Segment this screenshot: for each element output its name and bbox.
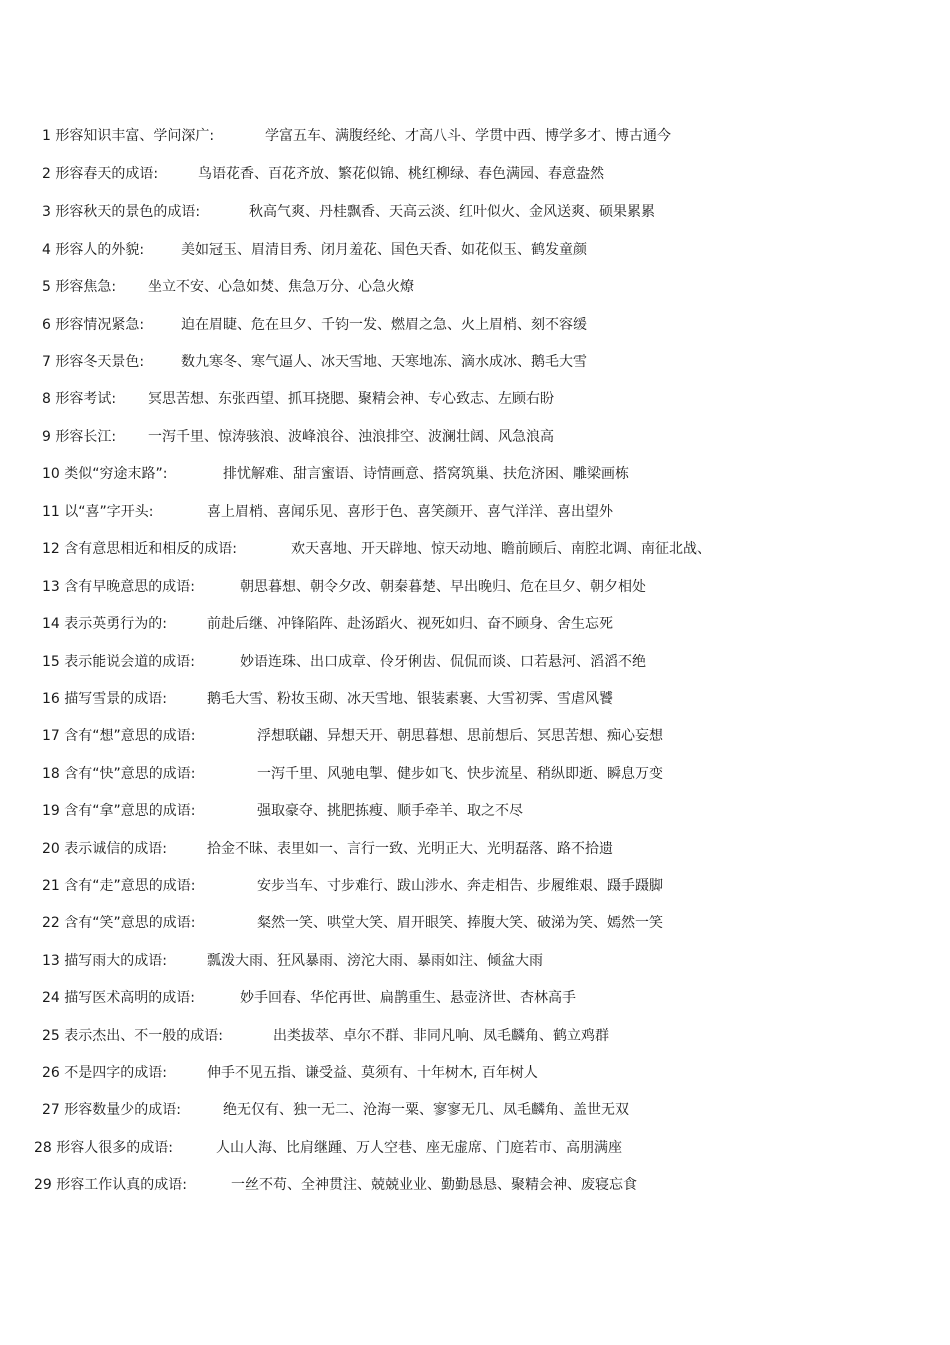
item-idioms: 数九寒冬、寒气逼人、冰天雪地、天寒地冻、滴水成冰、鹅毛大雪 [181, 354, 587, 370]
item-number: 14 [42, 616, 60, 632]
list-item [42, 690, 613, 708]
item-topic: 形容考试: [55, 391, 117, 407]
item-idioms: 学富五车、满腹经纶、才高八斗、学贯中西、博学多才、博古通今 [265, 128, 671, 144]
item-topic: 形容数量少的成语: [64, 1102, 181, 1118]
list-item [34, 1176, 637, 1194]
item-idioms: 拾金不昧、表里如一、言行一致、光明正大、光明磊落、路不拾遗 [207, 841, 613, 857]
item-idioms: 一泻千里、惊涛骇浪、波峰浪谷、浊浪排空、波澜壮阔、风急浪高 [148, 429, 554, 445]
item-idioms: 美如冠玉、眉清目秀、闭月羞花、国色天香、如花似玉、鹤发童颜 [181, 242, 587, 258]
item-topic: 类似“穷途末路”: [64, 466, 168, 482]
item-topic: 形容秋天的景色的成语: [55, 204, 201, 220]
item-idioms: 迫在眉睫、危在旦夕、千钧一发、燃眉之急、火上眉梢、刻不容缓 [181, 317, 587, 333]
item-number: 13 [42, 579, 60, 595]
item-number: 24 [42, 990, 60, 1006]
item-idioms: 出类拔萃、卓尔不群、非同凡响、凤毛麟角、鹤立鸡群 [273, 1028, 609, 1044]
list-item [42, 989, 576, 1007]
list-item [42, 465, 629, 483]
item-idioms: 欢天喜地、开天辟地、惊天动地、瞻前顾后、南腔北调、南征北战、 [291, 541, 711, 557]
item-number: 12 [42, 541, 60, 557]
item-idioms: 一丝不苟、全神贯注、兢兢业业、勤勤恳恳、聚精会神、废寝忘食 [231, 1177, 637, 1193]
item-number: 25 [42, 1028, 60, 1044]
item-topic: 描写医术高明的成语: [64, 990, 195, 1006]
list-item [42, 578, 646, 596]
list-item [42, 390, 554, 408]
item-idioms: 妙手回春、华佗再世、扁鹊重生、悬壶济世、杏林高手 [240, 990, 576, 1006]
item-idioms: 排忧解难、甜言蜜语、诗情画意、搭窝筑巢、扶危济困、雕梁画栋 [223, 466, 629, 482]
item-idioms: 坐立不安、心急如焚、焦急万分、心急火燎 [148, 279, 414, 295]
list-item [42, 540, 711, 558]
item-topic: 含有“快”意思的成语: [64, 766, 196, 782]
item-topic: 形容春天的成语: [55, 166, 159, 182]
item-topic: 含有意思相近和相反的成语: [64, 541, 237, 557]
item-number: 10 [42, 466, 60, 482]
item-idioms: 妙语连珠、出口成章、伶牙俐齿、侃侃而谈、口若悬河、滔滔不绝 [240, 654, 646, 670]
item-number: 16 [42, 691, 60, 707]
item-topic: 形容冬天景色: [55, 354, 145, 370]
item-number: 3 [42, 204, 51, 220]
item-number: 20 [42, 841, 60, 857]
list-item [42, 727, 663, 745]
item-topic: 表示英勇行为的: [64, 616, 167, 632]
item-number: 29 [34, 1177, 52, 1193]
item-idioms: 前赴后继、冲锋陷阵、赴汤蹈火、视死如归、奋不顾身、舍生忘死 [207, 616, 613, 632]
list-item [42, 203, 655, 221]
item-topic: 表示能说会道的成语: [64, 654, 195, 670]
list-item [42, 1101, 629, 1119]
list-item [42, 765, 663, 783]
item-topic: 描写雪景的成语: [64, 691, 167, 707]
item-idioms: 浮想联翩、异想天开、朝思暮想、思前想后、冥思苦想、痴心妄想 [257, 728, 663, 744]
list-item [42, 840, 613, 858]
list-item [42, 914, 663, 932]
item-number: 26 [42, 1065, 60, 1081]
item-number: 2 [42, 166, 51, 182]
item-topic: 不是四字的成语: [64, 1065, 167, 1081]
item-number: 18 [42, 766, 60, 782]
item-number: 17 [42, 728, 60, 744]
item-number: 4 [42, 242, 51, 258]
item-idioms: 粲然一笑、哄堂大笑、眉开眼笑、捧腹大笑、破涕为笑、嫣然一笑 [257, 915, 663, 931]
item-idioms: 人山人海、比肩继踵、万人空巷、座无虚席、门庭若市、高朋满座 [216, 1140, 622, 1156]
item-topic: 形容焦急: [55, 279, 117, 295]
item-topic: 表示杰出、不一般的成语: [64, 1028, 223, 1044]
list-item [42, 653, 646, 671]
item-topic: 含有“笑”意思的成语: [64, 915, 196, 931]
item-idioms: 喜上眉梢、喜闻乐见、喜形于色、喜笑颜开、喜气洋洋、喜出望外 [207, 504, 613, 520]
item-number: 15 [42, 654, 60, 670]
item-idioms: 强取豪夺、挑肥拣瘦、顺手牵羊、取之不尽 [257, 803, 523, 819]
item-topic: 含有“想”意思的成语: [64, 728, 196, 744]
item-topic: 以“喜”字开头: [64, 504, 154, 520]
list-item [42, 316, 587, 334]
item-idioms: 鸟语花香、百花齐放、繁花似锦、桃红柳绿、春色满园、春意盎然 [198, 166, 604, 182]
item-topic: 含有“走”意思的成语: [64, 878, 196, 894]
list-item [42, 1064, 538, 1082]
item-topic: 形容知识丰富、学问深广: [55, 128, 215, 144]
item-number: 7 [42, 354, 51, 370]
list-item [42, 165, 604, 183]
list-item [34, 1139, 622, 1157]
item-number: 11 [42, 504, 60, 520]
item-number: 13 [42, 953, 60, 969]
item-number: 27 [42, 1102, 60, 1118]
item-topic: 形容工作认真的成语: [56, 1177, 187, 1193]
item-idioms: 朝思暮想、朝令夕改、朝秦暮楚、早出晚归、危在旦夕、朝夕相处 [240, 579, 646, 595]
list-item [42, 802, 523, 820]
list-item [42, 127, 671, 145]
item-idioms: 一泻千里、风驰电掣、健步如飞、快步流星、稍纵即逝、瞬息万变 [257, 766, 663, 782]
item-idioms: 绝无仅有、独一无二、沧海一粟、寥寥无几、凤毛麟角、盖世无双 [223, 1102, 629, 1118]
list-item [42, 503, 613, 521]
item-topic: 描写雨大的成语: [64, 953, 167, 969]
item-idioms: 伸手不见五指、谦受益、莫须有、十年树木, 百年树人 [207, 1065, 538, 1081]
item-number: 9 [42, 429, 51, 445]
item-idioms: 秋高气爽、丹桂飘香、天高云淡、红叶似火、金风送爽、硕果累累 [249, 204, 655, 220]
list-item [42, 278, 414, 296]
item-idioms: 瓢泼大雨、狂风暴雨、滂沱大雨、暴雨如注、倾盆大雨 [207, 953, 543, 969]
list-item [42, 615, 613, 633]
item-idioms: 安步当车、寸步难行、跋山涉水、奔走相告、步履维艰、蹑手蹑脚 [257, 878, 663, 894]
item-topic: 形容长江: [55, 429, 117, 445]
item-topic: 含有“拿”意思的成语: [64, 803, 196, 819]
item-number: 1 [42, 128, 51, 144]
item-number: 28 [34, 1140, 52, 1156]
item-topic: 表示诚信的成语: [64, 841, 167, 857]
item-number: 19 [42, 803, 60, 819]
item-number: 8 [42, 391, 51, 407]
item-number: 22 [42, 915, 60, 931]
item-number: 6 [42, 317, 51, 333]
item-topic: 形容人的外貌: [55, 242, 145, 258]
list-item [42, 877, 663, 895]
item-topic: 含有早晚意思的成语: [64, 579, 195, 595]
item-number: 21 [42, 878, 60, 894]
list-item [42, 241, 587, 259]
item-topic: 形容人很多的成语: [56, 1140, 173, 1156]
item-topic: 形容情况紧急: [55, 317, 145, 333]
list-item [42, 428, 554, 446]
list-item [42, 1027, 609, 1045]
list-item [42, 952, 543, 970]
item-number: 5 [42, 279, 51, 295]
list-item [42, 353, 587, 371]
item-idioms: 鹅毛大雪、粉妆玉砌、冰天雪地、银装素裹、大雪初霁、雪虐风饕 [207, 691, 613, 707]
item-idioms: 冥思苦想、东张西望、抓耳挠腮、聚精会神、专心致志、左顾右盼 [148, 391, 554, 407]
